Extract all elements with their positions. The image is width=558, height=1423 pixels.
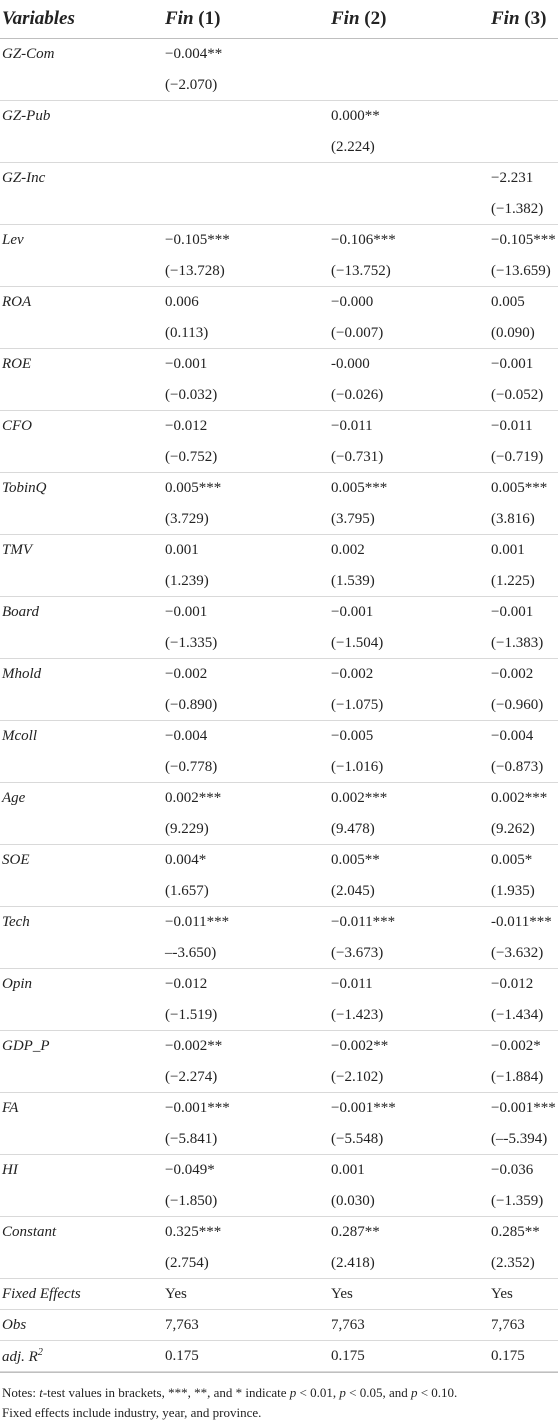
coefficient-cell: 0.005***	[165, 480, 222, 496]
blank-cell	[0, 876, 165, 907]
coefficient-cell: -0.011***	[491, 914, 552, 930]
table-row	[0, 225, 558, 257]
t-stat-cell: (2.224)	[331, 132, 491, 163]
header-model-1-num: (1)	[198, 8, 221, 29]
table-row	[0, 938, 558, 969]
table-row	[0, 132, 558, 163]
t-stat-cell: (0.090)	[491, 318, 558, 349]
table-row	[0, 163, 558, 195]
variable-name: Constant	[2, 1224, 57, 1240]
t-stat-cell: (−0.052)	[491, 380, 558, 411]
table-row	[0, 597, 558, 629]
blank-cell	[0, 504, 165, 535]
coefficient-cell: −0.002*	[491, 1038, 541, 1054]
t-stat-cell	[165, 194, 331, 225]
table-row	[0, 1062, 558, 1093]
coefficient-cell: 0.000**	[331, 108, 380, 124]
table-row	[0, 442, 558, 473]
coefficient-cell: −0.001	[491, 356, 534, 372]
footer-variable-name	[0, 1279, 165, 1310]
coefficient-cell: 0.006	[165, 294, 199, 310]
t-stat-cell	[491, 132, 558, 163]
coefficient-cell: 0.002***	[331, 790, 388, 806]
t-stat-cell: (−0.873)	[491, 752, 558, 783]
table-row	[0, 752, 558, 783]
table-row	[0, 380, 558, 411]
coefficient-cell: 0.002***	[491, 790, 548, 806]
coefficient-cell: 0.005	[491, 294, 525, 310]
coefficient-cell: −0.002**	[165, 1038, 223, 1054]
variable-name: CFO	[2, 418, 32, 434]
notes-lt1: < 0.01,	[296, 1385, 340, 1400]
footer-variable-name	[0, 1310, 165, 1341]
coefficient-cell: −0.011	[331, 976, 373, 992]
blank-cell	[0, 1062, 165, 1093]
table-row	[0, 411, 558, 443]
table-row	[0, 256, 558, 287]
footer-value-cell: 7,763	[491, 1310, 558, 1341]
footer-label: adj. R	[2, 1348, 38, 1365]
table-row	[0, 1155, 558, 1187]
t-stat-cell: (−0.890)	[165, 690, 331, 721]
table-row	[0, 1124, 558, 1155]
coefficient-cell: −0.011	[491, 418, 533, 434]
coefficient-cell: −0.106***	[331, 232, 396, 248]
table-row	[0, 1186, 558, 1217]
table-row	[0, 318, 558, 349]
coefficient-cell: 0.325***	[165, 1224, 222, 1240]
coefficient-cell: −0.001	[331, 604, 374, 620]
t-stat-cell: (−1.434)	[491, 1000, 558, 1031]
t-stat-cell: (−1.075)	[331, 690, 491, 721]
header-model-3-num: (3)	[524, 8, 547, 29]
coefficient-cell: −0.012	[165, 976, 208, 992]
blank-cell	[0, 938, 165, 969]
footer-label: Obs	[2, 1316, 27, 1333]
notes-line-1	[2, 1383, 558, 1403]
t-stat-cell: (−13.728)	[165, 256, 331, 287]
table-row	[0, 504, 558, 535]
coefficient-cell: -0.000	[331, 356, 370, 372]
notes-line-2: Fixed effects include industry, year, and province.	[2, 1405, 262, 1420]
blank-cell	[0, 318, 165, 349]
table-body	[0, 39, 558, 1372]
t-stat-cell: (−2.102)	[331, 1062, 491, 1093]
blank-cell	[0, 1124, 165, 1155]
t-stat-cell: (1.239)	[165, 566, 331, 597]
t-stat-cell: (−1.382)	[491, 194, 558, 225]
t-stat-cell: (−1.850)	[165, 1186, 331, 1217]
variable-name: GZ-Inc	[2, 170, 46, 186]
table-row	[0, 566, 558, 597]
blank-cell	[0, 1000, 165, 1031]
variable-name: GDP_P	[2, 1038, 50, 1054]
variable-name: Board	[2, 604, 39, 620]
variable-name: Mcoll	[2, 728, 37, 744]
coefficient-cell: −0.005	[331, 728, 374, 744]
blank-cell	[0, 194, 165, 225]
variable-name: GZ-Com	[2, 46, 55, 62]
t-stat-cell: (−0.731)	[331, 442, 491, 473]
footer-row	[0, 1310, 558, 1341]
notes-p3: p	[410, 1385, 418, 1400]
coefficient-cell: 0.005*	[491, 852, 533, 868]
t-stat-cell: (9.229)	[165, 814, 331, 845]
coefficient-cell: 0.001	[165, 542, 199, 558]
t-stat-cell: –-3.650)	[165, 938, 331, 969]
table-row	[0, 845, 558, 877]
t-stat-cell: (−1.335)	[165, 628, 331, 659]
blank-cell	[0, 132, 165, 163]
coefficient-cell: −0.012	[491, 976, 534, 992]
table-notes	[0, 1372, 558, 1423]
t-stat-cell: (1.657)	[165, 876, 331, 907]
blank-cell	[0, 442, 165, 473]
coefficient-cell: −0.002	[331, 666, 374, 682]
footer-value-cell: 0.175	[165, 1341, 331, 1372]
t-stat-cell: (−3.632)	[491, 938, 558, 969]
t-stat-cell: (−1.519)	[165, 1000, 331, 1031]
header-model-3-name: Fin	[491, 8, 520, 29]
t-stat-cell: (−0.026)	[331, 380, 491, 411]
table-row	[0, 814, 558, 845]
blank-cell	[0, 814, 165, 845]
footer-value-cell: 0.175	[491, 1341, 558, 1372]
coefficient-cell: 0.005***	[331, 480, 388, 496]
footer-value-cell: 0.175	[331, 1341, 491, 1372]
t-stat-cell: (3.729)	[165, 504, 331, 535]
variable-name: ROE	[2, 356, 32, 372]
table-row	[0, 1031, 558, 1063]
t-stat-cell: (−0.752)	[165, 442, 331, 473]
t-stat-cell: (−2.070)	[165, 70, 331, 101]
blank-cell	[0, 256, 165, 287]
t-stat-cell: (−2.274)	[165, 1062, 331, 1093]
footer-row	[0, 1341, 558, 1372]
blank-cell	[0, 566, 165, 597]
coefficient-cell: −0.011***	[165, 914, 230, 930]
t-stat-cell: (−0.007)	[331, 318, 491, 349]
t-stat-cell	[165, 132, 331, 163]
coefficient-cell: −0.002	[165, 666, 208, 682]
t-stat-cell: (−0.960)	[491, 690, 558, 721]
notes-lt2: < 0.05, and	[345, 1385, 411, 1400]
variable-name: FA	[2, 1100, 19, 1116]
t-stat-cell	[331, 194, 491, 225]
t-stat-cell: (−5.548)	[331, 1124, 491, 1155]
coefficient-cell: −0.001	[165, 604, 208, 620]
coefficient-cell	[331, 39, 491, 71]
variable-name: Lev	[2, 232, 24, 248]
coefficient-cell: 0.005***	[491, 480, 548, 496]
table-row	[0, 1000, 558, 1031]
blank-cell	[0, 70, 165, 101]
t-stat-cell: (3.795)	[331, 504, 491, 535]
coefficient-cell: −0.004	[491, 728, 534, 744]
table-row	[0, 287, 558, 319]
coefficient-cell: −0.004**	[165, 46, 223, 62]
coefficient-cell: −0.049*	[165, 1162, 215, 1178]
t-stat-cell: (0.113)	[165, 318, 331, 349]
coefficient-cell: −0.001	[491, 604, 534, 620]
blank-cell	[0, 690, 165, 721]
coefficient-cell: −0.105***	[491, 232, 556, 248]
t-stat-cell: (−0.778)	[165, 752, 331, 783]
header-model-1-name: Fin	[165, 8, 194, 29]
table-row	[0, 349, 558, 381]
table-row	[0, 1217, 558, 1249]
header-model-2-num: (2)	[364, 8, 387, 29]
footer-label-superscript: 2	[37, 1346, 43, 1358]
table-row	[0, 876, 558, 907]
coefficient-cell	[165, 163, 331, 195]
t-stat-cell: (−1.884)	[491, 1062, 558, 1093]
t-stat-cell: (−3.673)	[331, 938, 491, 969]
t-stat-cell: (−13.659)	[491, 256, 558, 287]
coefficient-cell: 0.002***	[165, 790, 222, 806]
t-stat-cell: (−1.359)	[491, 1186, 558, 1217]
footer-row	[0, 1279, 558, 1310]
t-stat-cell: (−0.032)	[165, 380, 331, 411]
t-stat-cell: (3.816)	[491, 504, 558, 535]
table-row	[0, 783, 558, 815]
table-row	[0, 1093, 558, 1125]
notes-part1: -test values in brackets, ***, **, and * indicate	[42, 1385, 290, 1400]
variable-name: ROA	[2, 294, 32, 310]
table-row	[0, 969, 558, 1001]
table-row	[0, 70, 558, 101]
coefficient-cell: −0.011	[331, 418, 373, 434]
footer-value-cell: 7,763	[165, 1310, 331, 1341]
blank-cell	[0, 380, 165, 411]
header-row	[0, 0, 558, 39]
footer-label: Fixed Effects	[2, 1285, 81, 1302]
coefficient-cell: −0.001	[165, 356, 208, 372]
coefficient-cell: 0.001	[331, 1162, 365, 1178]
table-row	[0, 659, 558, 691]
header-model-2	[331, 0, 491, 39]
notes-prefix: Notes:	[2, 1385, 40, 1400]
table-row	[0, 194, 558, 225]
table-row	[0, 101, 558, 133]
t-stat-cell: (1.225)	[491, 566, 558, 597]
t-stat-cell: (−1.016)	[331, 752, 491, 783]
variable-name: Opin	[2, 976, 32, 992]
t-stat-cell: (9.478)	[331, 814, 491, 845]
t-stat-cell: (–-5.394)	[491, 1124, 558, 1155]
variable-name: TMV	[2, 542, 32, 558]
coefficient-cell: −0.001***	[491, 1100, 556, 1116]
t-stat-cell: (−1.423)	[331, 1000, 491, 1031]
footer-value-cell: Yes	[331, 1279, 491, 1310]
t-stat-cell: (2.754)	[165, 1248, 331, 1279]
coefficient-cell: −2.231	[491, 170, 534, 186]
notes-t: t	[39, 1385, 43, 1400]
variable-name: Mhold	[2, 666, 42, 682]
t-stat-cell: (−1.383)	[491, 628, 558, 659]
blank-cell	[0, 1186, 165, 1217]
coefficient-cell: −0.002**	[331, 1038, 389, 1054]
t-stat-cell: (0.030)	[331, 1186, 491, 1217]
coefficient-cell	[491, 39, 558, 71]
t-stat-cell: (2.045)	[331, 876, 491, 907]
blank-cell	[0, 628, 165, 659]
coefficient-cell: 0.287**	[331, 1224, 380, 1240]
header-model-3	[491, 0, 558, 39]
t-stat-cell: (−1.504)	[331, 628, 491, 659]
variable-name: Tech	[2, 914, 30, 930]
blank-cell	[0, 752, 165, 783]
t-stat-cell	[331, 70, 491, 101]
header-variables: Variables	[0, 0, 165, 39]
coefficient-cell: −0.002	[491, 666, 534, 682]
table-row	[0, 39, 558, 71]
variable-name: GZ-Pub	[2, 108, 51, 124]
header-model-2-name: Fin	[331, 8, 360, 29]
coefficient-cell: 0.004*	[165, 852, 207, 868]
coefficient-cell: −0.001***	[165, 1100, 230, 1116]
coefficient-cell: −0.004	[165, 728, 208, 744]
footer-value-cell: 7,763	[331, 1310, 491, 1341]
t-stat-cell: (−5.841)	[165, 1124, 331, 1155]
t-stat-cell	[491, 70, 558, 101]
t-stat-cell: (−13.752)	[331, 256, 491, 287]
coefficient-cell	[165, 101, 331, 133]
table-row	[0, 535, 558, 567]
t-stat-cell: (9.262)	[491, 814, 558, 845]
notes-p1: p	[289, 1385, 297, 1400]
table-row	[0, 907, 558, 939]
t-stat-cell: (1.935)	[491, 876, 558, 907]
coefficient-cell: 0.001	[491, 542, 525, 558]
footer-variable-name	[0, 1341, 165, 1372]
coefficient-cell: −0.036	[491, 1162, 534, 1178]
t-stat-cell: (2.352)	[491, 1248, 558, 1279]
table-row	[0, 721, 558, 753]
coefficient-cell: 0.005**	[331, 852, 380, 868]
notes-p2: p	[339, 1385, 346, 1400]
blank-cell	[0, 1248, 165, 1279]
coefficient-cell: −0.012	[165, 418, 208, 434]
variable-name: TobinQ	[2, 480, 47, 496]
coefficient-cell: −0.001***	[331, 1100, 396, 1116]
table-row	[0, 690, 558, 721]
coefficient-cell: −0.011***	[331, 914, 396, 930]
t-stat-cell: (−0.719)	[491, 442, 558, 473]
variable-name: HI	[2, 1162, 18, 1178]
variable-name: SOE	[2, 852, 30, 868]
variable-name: Age	[2, 790, 26, 806]
coefficient-cell: 0.285**	[491, 1224, 540, 1240]
coefficient-cell: −0.105***	[165, 232, 230, 248]
footer-value-cell: Yes	[165, 1279, 331, 1310]
coefficient-cell	[331, 163, 491, 195]
coefficient-cell: −0.000	[331, 294, 374, 310]
table-row	[0, 628, 558, 659]
header-model-1	[165, 0, 331, 39]
footer-value-cell: Yes	[491, 1279, 558, 1310]
table-row	[0, 473, 558, 505]
t-stat-cell: (1.539)	[331, 566, 491, 597]
t-stat-cell: (2.418)	[331, 1248, 491, 1279]
coefficient-cell	[491, 101, 558, 133]
notes-lt3: < 0.10.	[417, 1385, 458, 1400]
table-row	[0, 1248, 558, 1279]
coefficient-cell: 0.002	[331, 542, 365, 558]
